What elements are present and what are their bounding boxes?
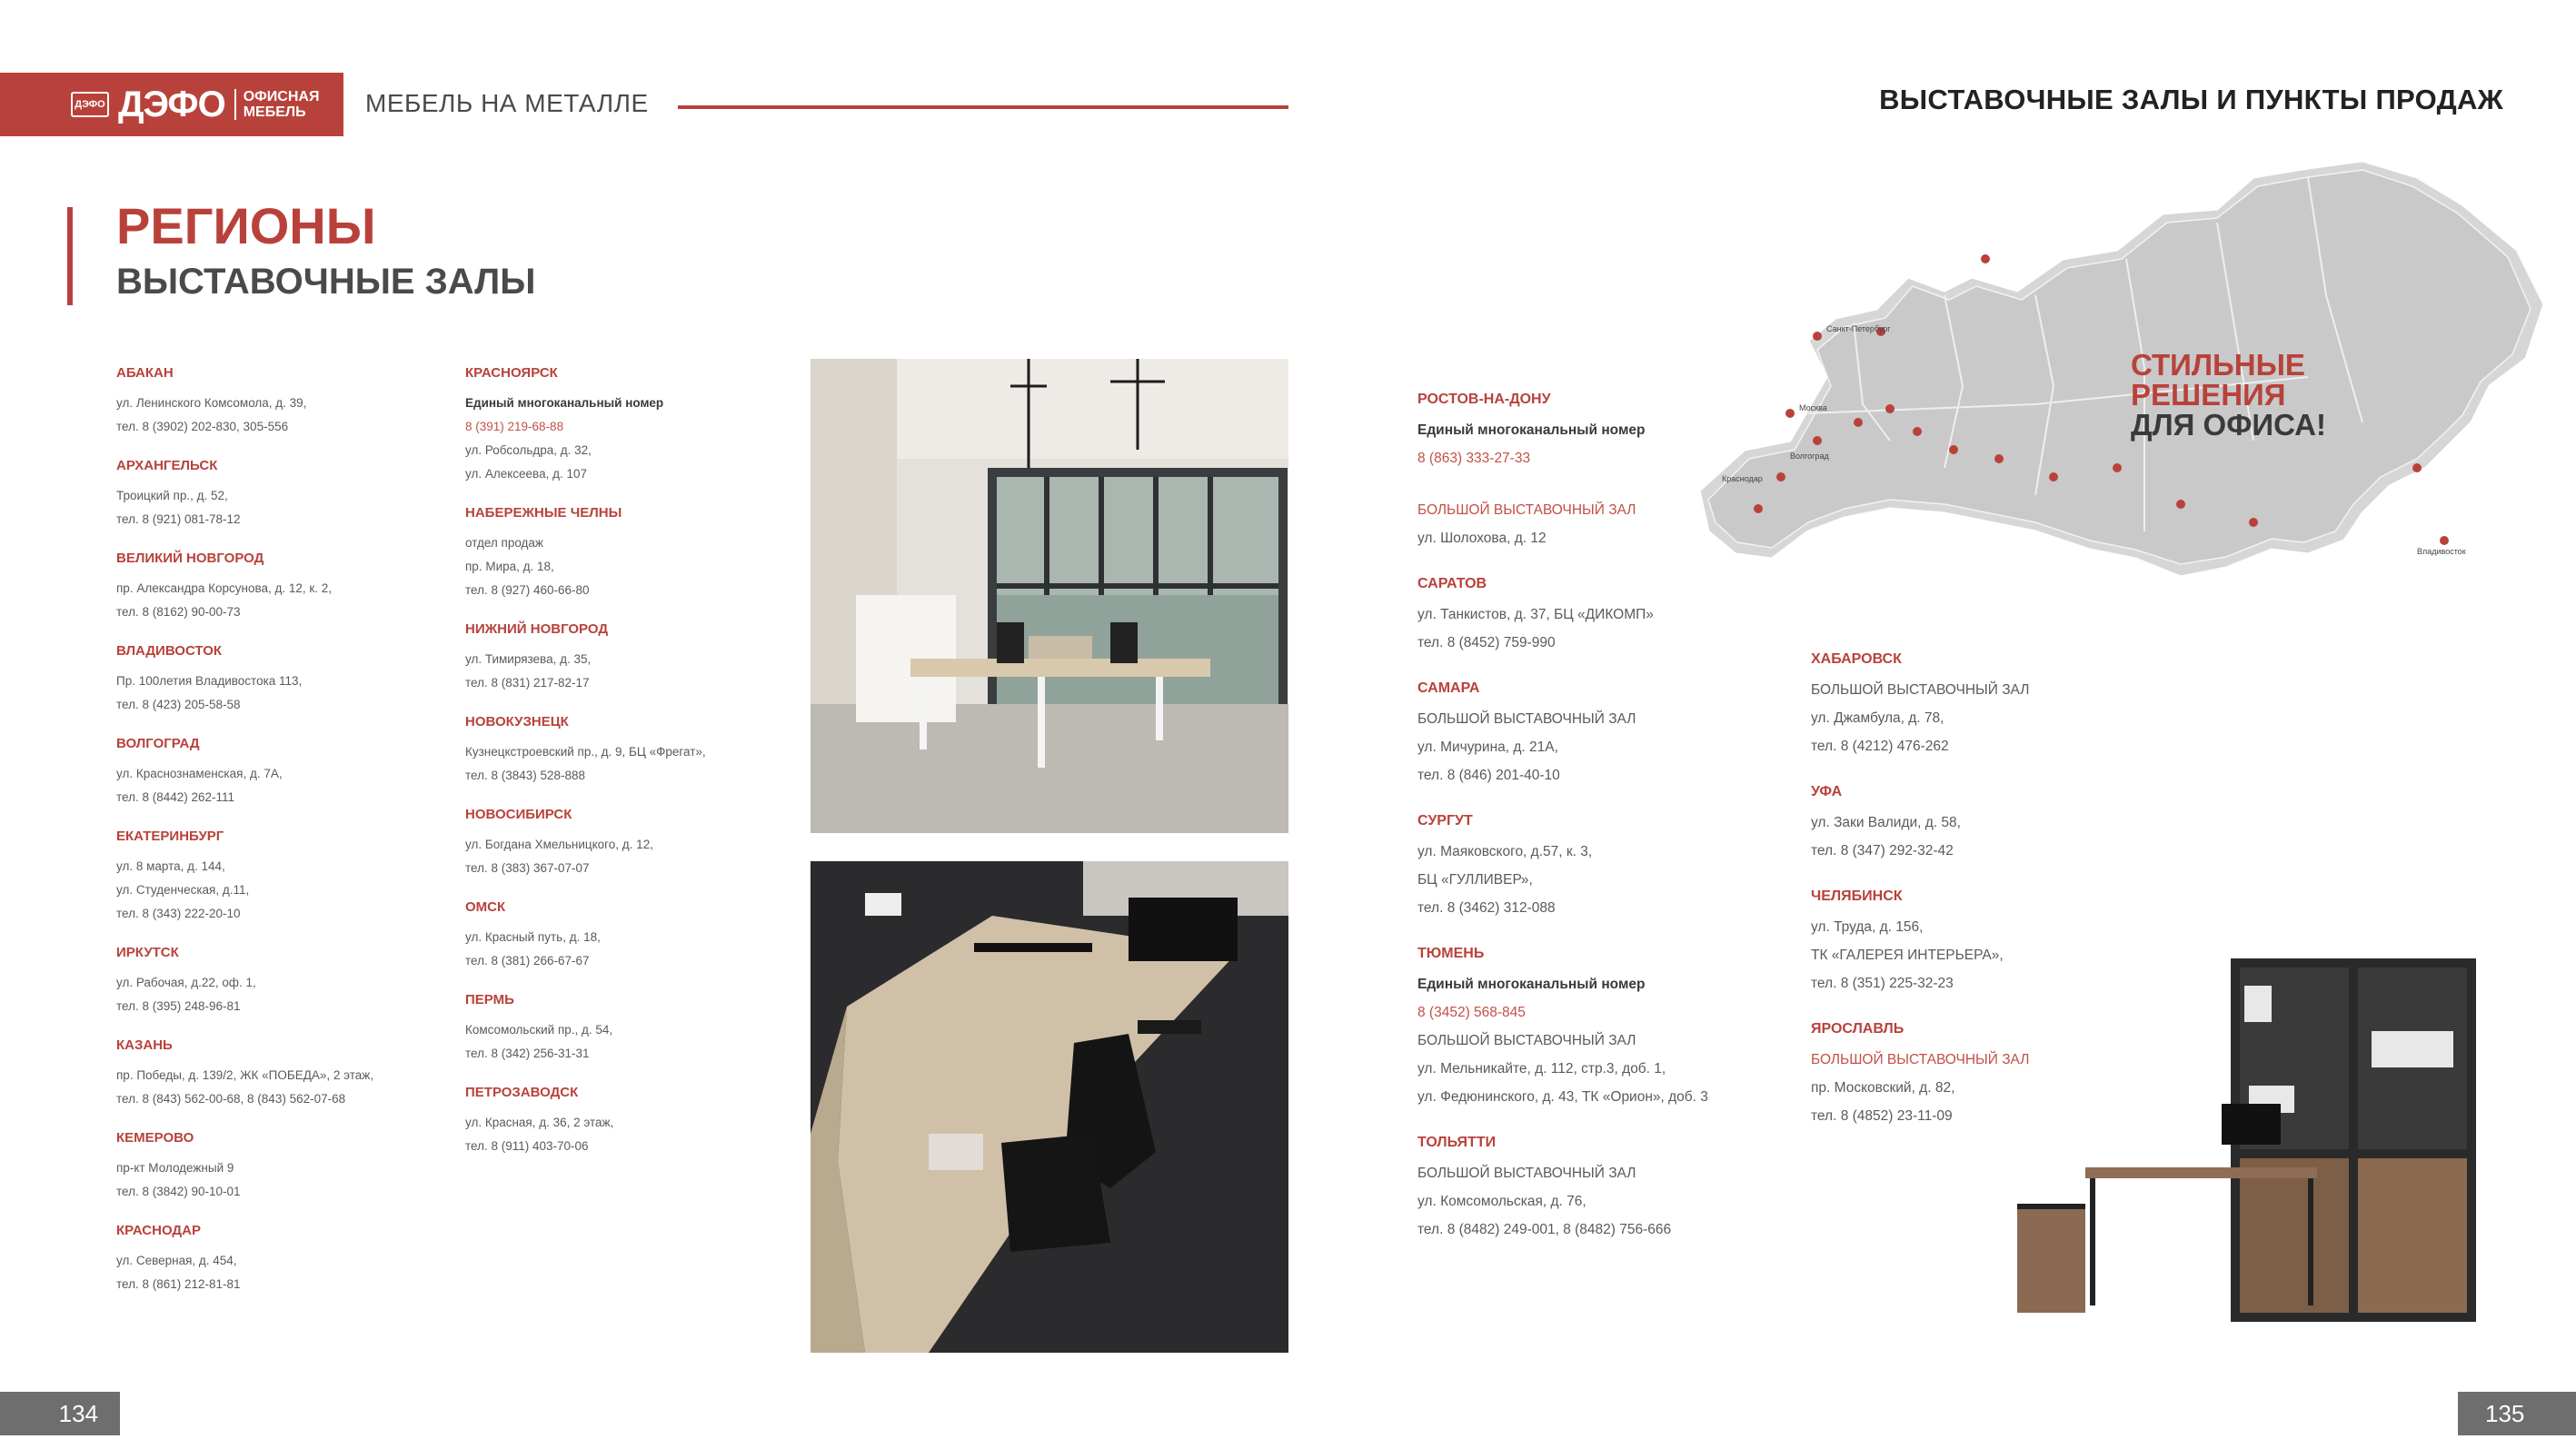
region-address-line: ул. Ленинского Комсомола, д. 39, <box>116 396 307 410</box>
slogan-line-2: РЕШЕНИЯ <box>2131 378 2286 412</box>
region-city-name: ТОЛЬЯТТИ <box>1417 1135 1497 1150</box>
region-address-line: ул. Маяковского, д.57, к. 3, <box>1417 844 1593 859</box>
region-address-line: ул. Тимирязева, д. 35, <box>465 652 592 666</box>
region-address-line: ул. Красная, д. 36, 2 этаж, <box>465 1116 614 1129</box>
office-photo-bright <box>811 359 1288 833</box>
region-contact-line: тел. 8 (343) 222-20-10 <box>116 907 241 920</box>
region-contact-line: тел. 8 (423) 205-58-58 <box>116 698 241 711</box>
region-city-name: ВЕЛИКИЙ НОВГОРОД <box>116 551 264 566</box>
region-address-line: пр. Александра Корсунова, д. 12, к. 2, <box>116 581 333 595</box>
furniture-set-image <box>1999 949 2508 1331</box>
region-city-name: ЕКАТЕРИНБУРГ <box>116 829 224 844</box>
office-photo-dark <box>811 861 1288 1353</box>
region-contact-line: тел. 8 (347) 292-32-42 <box>1811 843 1954 858</box>
region-city-name: ВЛАДИВОСТОК <box>116 643 223 659</box>
region-city-name: САРАТОВ <box>1417 576 1487 591</box>
region-address-line: отдел продаж <box>465 536 543 550</box>
region-contact-line: тел. 8 (3842) 90-10-01 <box>116 1185 241 1198</box>
map-label-volgograd: Волгоград <box>1790 452 1829 461</box>
region-address-line: ул. Джамбула, д. 78, <box>1811 710 1944 726</box>
region-contact-line: тел. 8 (921) 081-78-12 <box>116 512 241 526</box>
right-page-title: ВЫСТАВОЧНЫЕ ЗАЛЫ И ПУНКТЫ ПРОДАЖ <box>1879 84 2503 115</box>
regions-column-2 <box>465 363 811 1176</box>
region-address-line: Комсомольский пр., д. 54, <box>465 1023 613 1037</box>
region-address-line: ул. Комсомольская, д. 76, <box>1417 1194 1586 1209</box>
region-contact-line: тел. 8 (911) 403-70-06 <box>465 1139 589 1153</box>
region-contact-line: тел. 8 (861) 212-81-81 <box>116 1277 241 1291</box>
region-address-line: Кузнецкстроевский пр., д. 9, БЦ «Фрегат», <box>465 745 706 759</box>
region-city-name: УФА <box>1811 784 1843 799</box>
region-entry <box>116 549 453 624</box>
russia-map <box>1672 150 2544 622</box>
slogan-line-3: ДЛЯ ОФИСА! <box>2131 408 2326 442</box>
region-address-line: БОЛЬШОЙ ВЫСТАВОЧНЫЙ ЗАЛ <box>1417 1166 1636 1181</box>
region-city-name: ХАБАРОВСК <box>1811 651 1902 667</box>
region-entry <box>116 641 453 717</box>
region-contact-line: тел. 8 (8442) 262-111 <box>116 790 235 804</box>
region-contact-line: тел. 8 (3902) 202-830, 305-556 <box>116 420 289 433</box>
region-address-line: Единый многоканальный номер <box>1417 422 1646 438</box>
region-contact-line: тел. 8 (381) 266-67-67 <box>465 954 590 968</box>
region-contact-line: тел. 8 (3843) 528-888 <box>465 769 586 782</box>
map-label-vladivostok: Владивосток <box>2417 547 2466 556</box>
region-entry <box>465 363 811 486</box>
region-address-line: Троицкий пр., д. 52, <box>116 489 228 502</box>
region-city-name: ОМСК <box>465 899 506 915</box>
region-city-name: КРАСНОДАР <box>116 1223 201 1238</box>
region-city-name: САМАРА <box>1417 680 1480 696</box>
region-address-line: Единый многоканальный номер <box>465 396 664 410</box>
region-city-name: НОВОКУЗНЕЦК <box>465 714 569 729</box>
region-entry <box>116 1128 453 1204</box>
region-address-line: ТК «ГАЛЕРЕЯ ИНТЕРЬЕРА», <box>1811 948 2004 963</box>
region-contact-line: 8 (863) 333-27-33 <box>1417 451 1531 466</box>
map-label-spb: Санкт-Петербург <box>1826 324 1891 333</box>
region-address-line: ул. Красный путь, д. 18, <box>465 930 601 944</box>
region-address-line: ул. Рабочая, д.22, оф. 1, <box>116 976 256 989</box>
map-slogan <box>2131 350 2326 440</box>
region-entry <box>465 990 811 1066</box>
region-contact-line: тел. 8 (4852) 23-11-09 <box>1811 1108 1953 1124</box>
region-entry <box>465 805 811 880</box>
region-city-name: НОВОСИБИРСК <box>465 807 572 822</box>
region-city-name: СУРГУТ <box>1417 813 1473 829</box>
header-divider <box>678 105 1288 109</box>
region-contact-line: тел. 8 (383) 367-07-07 <box>465 861 590 875</box>
region-entry <box>1417 1132 1817 1244</box>
page-subtitle: ВЫСТАВОЧНЫЕ ЗАЛЫ <box>116 262 536 302</box>
region-address-line: ул. Федюнинского, д. 43, ТК «Орион», доб. 3 <box>1417 1089 1708 1105</box>
region-entry <box>1811 649 2111 760</box>
logo-text: ДЭФО <box>118 84 225 124</box>
page-number-left: 134 <box>0 1392 120 1435</box>
region-address-line: ул. Робсольдра, д. 32, <box>465 443 592 457</box>
region-address-line: ул. Заки Валиди, д. 58, <box>1811 815 1961 830</box>
region-city-name: КЕМЕРОВО <box>116 1130 194 1146</box>
region-city-name: ТЮМЕНЬ <box>1417 946 1485 961</box>
region-contact-line: тел. 8 (351) 225-32-23 <box>1811 976 1954 991</box>
region-contact-line: тел. 8 (8162) 90-00-73 <box>116 605 241 619</box>
region-entry <box>116 456 453 531</box>
map-label-krasnodar: Краснодар <box>1722 474 1763 483</box>
region-city-name: АРХАНГЕЛЬСК <box>116 458 218 473</box>
map-label-moscow: Москва <box>1799 403 1827 412</box>
brand-logo <box>0 73 343 136</box>
region-address-line: Единый многоканальный номер <box>1417 977 1646 992</box>
region-entry <box>116 363 453 439</box>
region-address-line: Пр. 100летия Владивостока 113, <box>116 674 303 688</box>
region-entry <box>465 503 811 602</box>
page-title: РЕГИОНЫ <box>116 197 376 254</box>
region-contact-line: тел. 8 (3462) 312-088 <box>1417 900 1556 916</box>
region-city-name: НИЖНИЙ НОВГОРОД <box>465 621 609 637</box>
page-number-right: 135 <box>2458 1392 2576 1435</box>
region-contact-line: БОЛЬШОЙ ВЫСТАВОЧНЫЙ ЗАЛ <box>1811 1052 2030 1067</box>
region-entry <box>1417 943 1817 1111</box>
region-entry <box>465 1083 811 1158</box>
region-contact-line: тел. 8 (342) 256-31-31 <box>465 1047 590 1060</box>
region-address-line: ул. 8 марта, д. 144, <box>116 859 225 873</box>
region-address-line: БЦ «ГУЛЛИВЕР», <box>1417 872 1533 888</box>
region-contact-line: тел. 8 (846) 201-40-10 <box>1417 768 1560 783</box>
region-city-name: ЧЕЛЯБИНСК <box>1811 888 1903 904</box>
region-contact-line: БОЛЬШОЙ ВЫСТАВОЧНЫЙ ЗАЛ <box>1417 502 1636 518</box>
region-city-name: КАЗАНЬ <box>116 1037 173 1053</box>
region-entry <box>1811 781 2111 865</box>
region-address-line: ул. Богдана Хмельницкого, д. 12, <box>465 838 653 851</box>
region-entry <box>116 734 453 809</box>
region-city-name: ПЕРМЬ <box>465 992 514 1007</box>
region-address-line: пр. Победы, д. 139/2, ЖК «ПОБЕДА», 2 этаж, <box>116 1068 374 1082</box>
region-address-line: ул. Алексеева, д. 107 <box>465 467 587 481</box>
region-entry <box>116 1221 453 1296</box>
region-contact-line: тел. 8 (831) 217-82-17 <box>465 676 590 690</box>
region-address-line: БОЛЬШОЙ ВЫСТАВОЧНЫЙ ЗАЛ <box>1417 711 1636 727</box>
region-contact-line: тел. 8 (843) 562-00-68, 8 (843) 562-07-68 <box>116 1092 346 1106</box>
region-entry <box>465 620 811 695</box>
regions-column-1 <box>116 363 453 1314</box>
region-city-name: АБАКАН <box>116 365 174 381</box>
region-address-line: БОЛЬШОЙ ВЫСТАВОЧНЫЙ ЗАЛ <box>1417 1033 1636 1048</box>
region-address-line: ул. Шолохова, д. 12 <box>1417 531 1547 546</box>
region-address-line: ул. Труда, д. 156, <box>1811 919 1924 935</box>
region-address-line: ул. Краснознаменская, д. 7А, <box>116 767 283 780</box>
region-address-line: пр-кт Молодежный 9 <box>116 1161 234 1175</box>
region-address-line: ул. Северная, д. 454, <box>116 1254 237 1267</box>
region-address-line: ул. Студенческая, д.11, <box>116 883 250 897</box>
region-entry <box>465 898 811 973</box>
region-address-line: ул. Танкистов, д. 37, БЦ «ДИКОМП» <box>1417 607 1654 622</box>
region-city-name: ПЕТРОЗАВОДСК <box>465 1085 579 1100</box>
region-entry <box>465 712 811 788</box>
region-entry <box>116 827 453 926</box>
heading-accent-bar <box>67 207 73 305</box>
region-address-line: пр. Московский, д. 82, <box>1811 1080 1955 1096</box>
region-city-name: НАБЕРЕЖНЫЕ ЧЕЛНЫ <box>465 505 622 521</box>
section-title: МЕБЕЛЬ НА МЕТАЛЛЕ <box>365 89 649 117</box>
region-contact-line: тел. 8 (4212) 476-262 <box>1811 739 1949 754</box>
region-address-line: ул. Мичурина, д. 21А, <box>1417 739 1558 755</box>
region-address-line: пр. Мира, д. 18, <box>465 560 554 573</box>
region-contact-line: тел. 8 (8482) 249-001, 8 (8482) 756-666 <box>1417 1222 1672 1237</box>
slogan-line-1: СТИЛЬНЫЕ <box>2131 348 2305 382</box>
region-contact-line: тел. 8 (8452) 759-990 <box>1417 635 1556 650</box>
region-city-name: РОСТОВ-НА-ДОНУ <box>1417 392 1551 407</box>
region-contact-line: тел. 8 (927) 460-66-80 <box>465 583 590 597</box>
region-city-name: ЯРОСЛАВЛЬ <box>1811 1021 1905 1037</box>
logo-mark-icon: ДЭФО <box>71 92 109 117</box>
region-address-line: ул. Мельникайте, д. 112, стр.3, доб. 1, <box>1417 1061 1666 1077</box>
region-contact-line: 8 (391) 219-68-88 <box>465 420 564 433</box>
region-contact-line: 8 (3452) 568-845 <box>1417 1005 1526 1020</box>
region-city-name: ИРКУТСК <box>116 945 179 960</box>
region-city-name: КРАСНОЯРСК <box>465 365 558 381</box>
region-entry <box>1417 678 1817 789</box>
region-address-line: БОЛЬШОЙ ВЫСТАВОЧНЫЙ ЗАЛ <box>1811 682 2030 698</box>
region-entry <box>116 943 453 1018</box>
region-entry <box>1417 810 1817 922</box>
logo-subtitle: ОФИСНАЯ МЕБЕЛЬ <box>234 89 322 120</box>
region-entry <box>116 1036 453 1111</box>
region-contact-line: тел. 8 (395) 248-96-81 <box>116 999 241 1013</box>
region-city-name: ВОЛГОГРАД <box>116 736 200 751</box>
